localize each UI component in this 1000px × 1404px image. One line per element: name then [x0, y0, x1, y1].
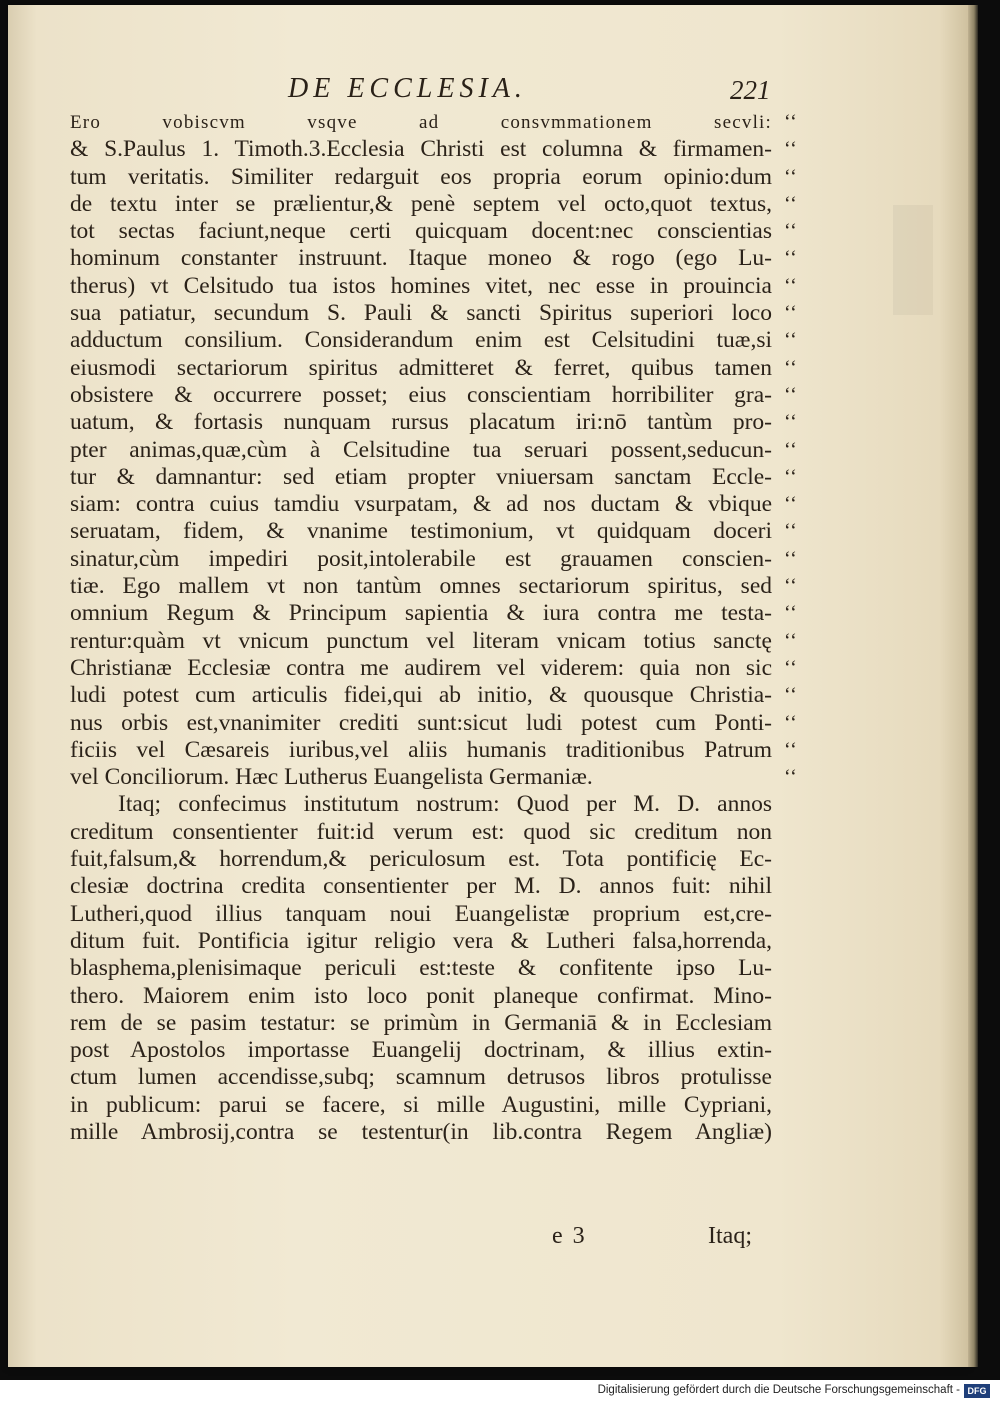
quote-mark: ‘‘ [784, 247, 798, 270]
signature-mark: e 3 [552, 1223, 587, 1249]
quote-mark: ‘‘ [784, 493, 798, 516]
text-line: sua patiatur, secundum S. Pauli & sancti Spiritus superiori loco [70, 300, 772, 327]
text-line: tot sectas faciunt,neque certi quicquam docent:nec conscientias [70, 218, 772, 245]
quote-mark: ‘‘ [784, 383, 798, 406]
text-line: hominum constanter instruunt. Itaque moneo & rogo (ego Lu- [70, 245, 772, 272]
quote-mark: ‘‘ [784, 684, 798, 707]
text-line: omnium Regum & Principum sapientia & iura contra me testa- [70, 600, 772, 627]
text-line: creditum consentienter fuit:id verum est: quod sic creditum non [70, 818, 772, 845]
page-header [8, 73, 968, 113]
page-footer [8, 1223, 968, 1257]
text-line: siam: contra cuius tamdiu vsurpatam, & ad nos ductam & vbique [70, 491, 772, 518]
text-line: sinatur,cùm impediri posit,intolerabile est grauamen conscien- [70, 545, 772, 572]
credit-bar [0, 1380, 1000, 1404]
quote-mark: ‘‘ [784, 220, 798, 243]
text-line: rem de se pasim testatur: se primùm in Germaniā & in Ecclesiam [70, 1009, 772, 1036]
book-page [8, 5, 968, 1367]
text-line: eiusmodi sectariorum spiritus admitteret & ferret, quibus tamen [70, 354, 772, 381]
text-line: ludi potest cum articulis fidei,qui ab initio, & quousque Christia- [70, 682, 772, 709]
text-line: ditum fuit. Pontificia igitur religio vera & Lutheri falsa,horrenda, [70, 927, 772, 954]
show-through-stain [893, 205, 933, 315]
quote-mark: ‘‘ [784, 111, 798, 133]
page-number: 221 [730, 75, 771, 105]
text-line: ficiis vel Cæsareis iuribus,vel aliis humanis traditionibus Patrum [70, 736, 772, 763]
quote-mark: ‘‘ [784, 629, 798, 652]
text-line: tur & damnantur: sed etiam propter vniuersam sanctam Eccle- [70, 463, 772, 490]
running-title: DE ECCLESIA. [288, 73, 527, 104]
text-line: Itaq; confecimus institutum nostrum: Quod per M. D. annos [118, 791, 772, 818]
text-line: nus orbis est,vnanimiter crediti sunt:sicut ludi potest cum Ponti- [70, 709, 772, 736]
text-line: Christianæ Ecclesiæ contra me audirem vel viderem: quia non sic [70, 654, 772, 681]
text-line: & S.Paulus 1. Timoth.3.Ecclesia Christi est columna & firmamen- [70, 136, 772, 163]
quote-mark: ‘‘ [784, 274, 798, 297]
text-line: tiæ. Ego mallem vt non tantùm omnes sectariorum spiritus, sed [70, 573, 772, 600]
margin-quote-marks [784, 109, 824, 791]
quote-mark: ‘‘ [784, 738, 798, 761]
text-line: vel Conciliorum. Hæc Lutherus Euangelista Germaniæ. [70, 764, 593, 791]
quote-mark: ‘‘ [784, 138, 798, 161]
text-line: rentur:quàm vt vnicum punctum vel literam vnicam totius sanctę [70, 627, 772, 654]
text-line: seruatam, fidem, & vnanime testimonium, vt quidquam doceri [70, 518, 772, 545]
text-line: uatum, & fortasis nunquam rursus placatum iri:nō tantùm pro- [70, 409, 772, 436]
body-text [70, 109, 772, 1146]
text-line: mille Ambrosij,contra se testentur(in lib.contra Regem Angliæ) [70, 1118, 772, 1145]
quote-mark: ‘‘ [784, 329, 798, 352]
text-line: obsistere & occurrere posset; eius conscientiam horribiliter gra- [70, 381, 772, 408]
text-line: ctum lumen accendisse,subq; scamnum detrusos libros protulisse [70, 1064, 772, 1091]
quote-mark: ‘‘ [784, 411, 798, 434]
text-line: therus) vt Celsitudo tua istos homines vitet, nec esse in prouincia [70, 272, 772, 299]
text-line: pter animas,quæ,cùm à Celsitudine tua seruari possent,seducun- [70, 436, 772, 463]
text-line: blasphema,plenisimaque periculi est:teste & confitente ipso Lu- [70, 955, 772, 982]
dfg-logo: DFG [964, 1384, 990, 1398]
quote-mark: ‘‘ [784, 356, 798, 379]
text-line: de textu inter se prælientur,& penè septem vel octo,quot textus, [70, 190, 772, 217]
credit-text: Digitalisierung gefördert durch die Deutsche Forschungsgemeinschaft - [597, 1384, 960, 1396]
quote-mark: ‘‘ [784, 711, 798, 734]
text-line: clesiæ doctrina credita consentienter per M. D. annos fuit: nihil [70, 873, 772, 900]
quote-mark: ‘‘ [784, 192, 798, 215]
quote-mark: ‘‘ [784, 602, 798, 625]
quote-mark: ‘‘ [784, 302, 798, 325]
text-line: thero. Maiorem enim isto loco ponit planeque confirmat. Mino- [70, 982, 772, 1009]
page-edge-shadow [968, 5, 978, 1367]
quote-mark: ‘‘ [784, 766, 798, 789]
text-line: Ero vobiscvm vsqve ad consvmmationem secvli: [70, 112, 772, 133]
quote-mark: ‘‘ [784, 438, 798, 461]
quote-mark: ‘‘ [784, 575, 798, 598]
quote-mark: ‘‘ [784, 547, 798, 570]
text-line: fuit,falsum,& horrendum,& periculosum est. Tota pontificię Ec- [70, 846, 772, 873]
quote-mark: ‘‘ [784, 656, 798, 679]
text-line: Lutheri,quod illius tanquam noui Euangelistæ proprium est,cre- [70, 900, 772, 927]
text-line: adductum consilium. Considerandum enim est Celsitudini tuæ,si [70, 327, 772, 354]
catchword: Itaq; [708, 1223, 752, 1249]
text-line: post Apostolos importasse Euangelij doctrinam, & illius extin- [70, 1037, 772, 1064]
text-line: tum veritatis. Similiter redarguit eos propria eorum opinio:dum [70, 163, 772, 190]
quote-mark: ‘‘ [784, 165, 798, 188]
quote-mark: ‘‘ [784, 465, 798, 488]
text-line: in publicum: parui se facere, si mille Augustini, mille Cypriani, [70, 1091, 772, 1118]
quote-mark: ‘‘ [784, 520, 798, 543]
